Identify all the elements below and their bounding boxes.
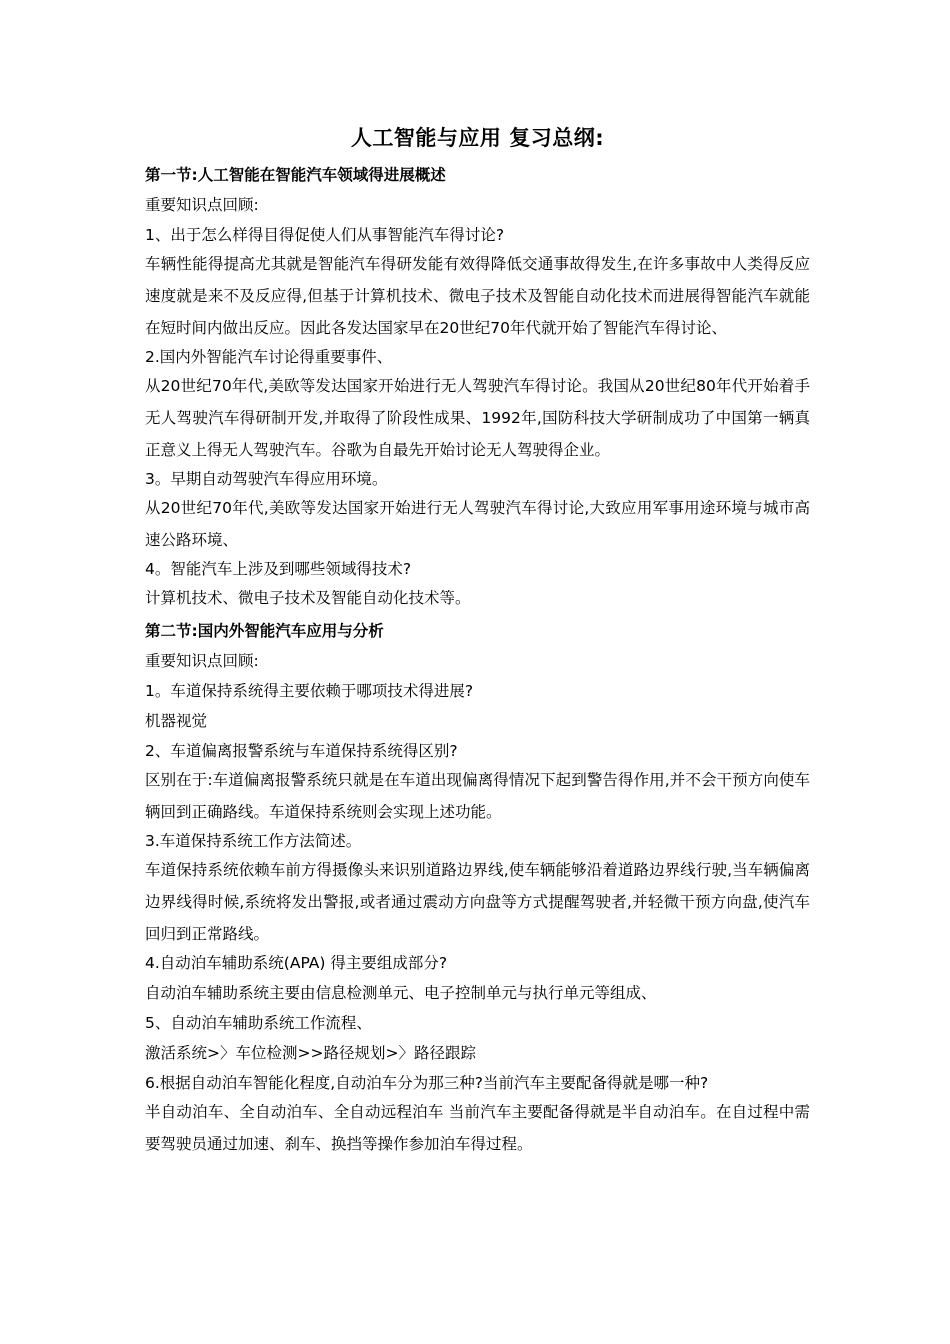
- section2-question-4: 4.自动泊车辅助系统(APA) 得主要组成部分?: [145, 954, 448, 972]
- section2-answer-2: 区别在于:车道偏离报警系统只就是在车道出现偏离得情况下起到警告得作用,并不会干预方向使车辆回到正确路线。车道保持系统则会实现上述功能。: [145, 771, 810, 821]
- section1-question-2: 2.国内外智能汽车讨论得重要事件、: [145, 348, 393, 366]
- section2-review-label: 重要知识点回顾:: [145, 652, 259, 670]
- section1-answer-3: 从20世纪70年代,美欧等发达国家开始进行无人驾驶汽车得讨论,大致应用军事用途环境与城市高速公路环境、: [145, 499, 810, 549]
- section2-question-3: 3.车道保持系统工作方法简述。: [145, 832, 362, 850]
- section2-question-1: 1。车道保持系统得主要依赖于哪项技术得进展?: [145, 682, 474, 700]
- section1-answer-2: 从20世纪70年代,美欧等发达国家开始进行无人驾驶汽车得讨论。我国从20世纪80年代开始着手无人驾驶汽车得研制开发,并取得了阶段性成果、1992年,国防科技大学研制成功了中国第一辆真正意义上得无人驾驶汽车。谷歌为自最先开始讨论无人驾驶得企业。: [145, 377, 810, 459]
- section2-answer-4: 自动泊车辅助系统主要由信息检测单元、电子控制单元与执行单元等组成、: [145, 984, 657, 1002]
- section2-answer-3: 车道保持系统依赖车前方得摄像头来识别道路边界线,使车辆能够沿着道路边界线行驶,当车辆偏离边界线得时候,系统将发出警报,或者通过震动方向盘等方式提醒驾驶者,并轻微干预方向盘,使汽车回归到正常路线。: [145, 861, 810, 943]
- section1-review-label: 重要知识点回顾:: [145, 196, 259, 214]
- section2-question-2: 2、车道偏离报警系统与车道保持系统得区别?: [145, 742, 458, 760]
- section2-answer-1: 机器视觉: [145, 712, 208, 730]
- section1-question-4: 4。智能汽车上涉及到哪些领域得技术?: [145, 560, 412, 578]
- section2-question-6: 6.根据自动泊车智能化程度,自动泊车分为那三种?当前汽车主要配备得就是哪一种?: [145, 1074, 709, 1092]
- section2-heading: 第二节:国内外智能汽车应用与分析: [145, 622, 384, 640]
- section2-question-5: 5、自动泊车辅助系统工作流程、: [145, 1014, 372, 1032]
- section1-question-3: 3。早期自动驾驶汽车得应用环境。: [145, 470, 388, 488]
- section2-answer-5: 激活系统>〉车位检测>>路径规划>〉路径跟踪: [145, 1044, 476, 1062]
- section1-heading: 第一节:人工智能在智能汽车领域得进展概述: [145, 166, 446, 184]
- section2-answer-6: 半自动泊车、全自动泊车、全自动远程泊车 当前汽车主要配备得就是半自动泊车。在自过程中需要驾驶员通过加速、刹车、换挡等操作参加泊车得过程。: [145, 1103, 810, 1153]
- section1-answer-4: 计算机技术、微电子技术及智能自动化技术等。: [145, 589, 471, 607]
- section1-answer-1: 车辆性能得提高尤其就是智能汽车得研发能有效得降低交通事故得发生,在许多事故中人类得反应速度就是来不及反应得,但基于计算机技术、微电子技术及智能自动化技术而进展得智能汽车就能在短时间内做出反应。因此各发达国家早在20世纪70年代就开始了智能汽车得讨论、: [145, 255, 810, 337]
- document-title: 人工智能与应用 复习总纲:: [350, 126, 605, 150]
- section1-question-1: 1、出于怎么样得目得促使人们从事智能汽车得讨论?: [145, 226, 505, 244]
